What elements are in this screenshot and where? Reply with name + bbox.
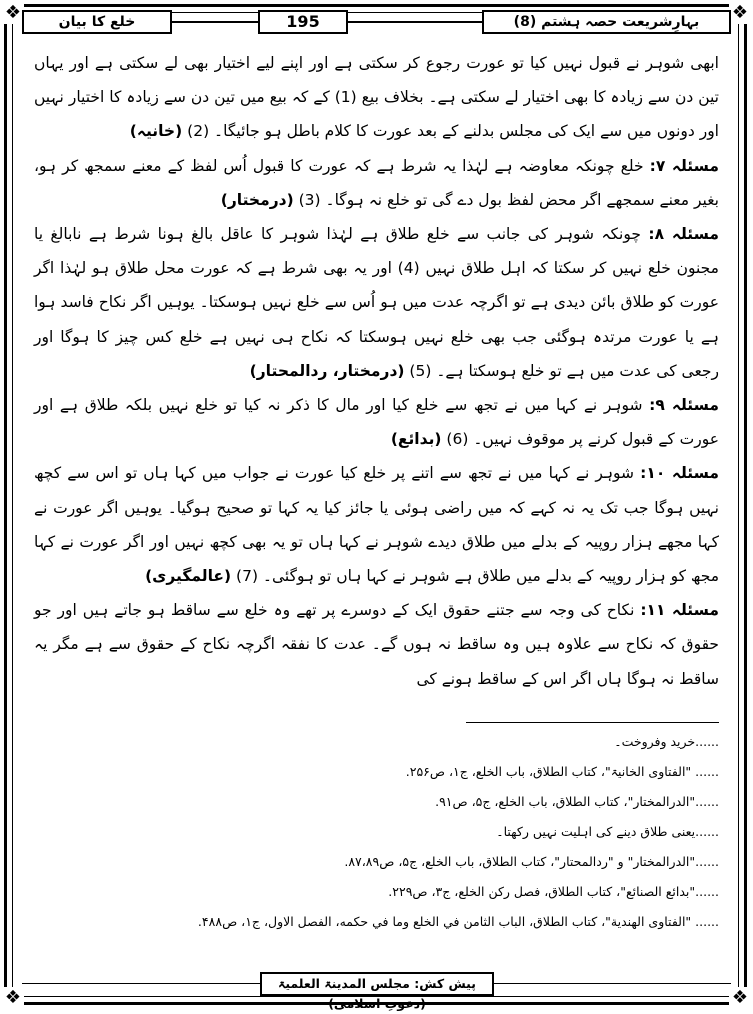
footnote-separator [466, 722, 719, 723]
masala-label: مسئلہ ۸: [648, 225, 719, 244]
paragraph: مسئلہ ۱۱: نکاح کی وجہ سے جتنے حقوق ایک کے دوسرے پر تھے وہ خلع سے ساقط ہو جاتے ہیں اور جو حقوق کہ نکاح سے علاوہ ہیں وہ ساقط نہ ہوں گے۔ عدت کا نفقہ اگرچہ نکاح کے حقوق سے ہے مگر یہ ساقط نہ ہوگا ہاں اگر اس کے ساقط ہونے کی [34, 601, 719, 688]
paragraph: مسئلہ ۷: خلع چونکہ معاوضہ ہے لہٰذا یہ شرط ہے کہ عورت کا قبول اُس لفظ کے معنے سمجھ کر ہو، بغیر معنے سمجھے اگر محض لفظ بول دے گی تو خلع نہ ہوگا۔ (3) (درمختار) [34, 156, 719, 209]
corner-ornament-icon: ❖ [2, 987, 24, 1009]
footnote: ......خرید وفروخت۔ [614, 734, 719, 749]
footnote: ......"الدرالمختار"، کتاب الطلاق، باب الخلع، ج۵، ص۹۱. [435, 794, 719, 809]
corner-ornament-icon: ❖ [729, 987, 751, 1009]
header-divider [348, 21, 482, 23]
masala-label: مسئلہ ۱۰: [640, 464, 719, 483]
page-header [22, 10, 731, 36]
footnote: ......"الدرالمختار" و "ردالمحتار"، کتاب الطلاق، باب الخلع، ج۵، ص۸۷،۸۹. [344, 854, 719, 869]
main-text [34, 46, 719, 696]
corner-ornament-icon: ❖ [729, 2, 751, 24]
header-divider [172, 21, 258, 23]
paragraph: مسئلہ ۸: چونکہ شوہر کی جانب سے خلع طلاق ہے لہٰذا شوہر کا عاقل بالغ ہونا شرط ہے نابالغ یا مجنون خلع نہیں کر سکتا کہ اہل طلاق نہیں (4) اور یہ بھی شرط ہے کہ عورت محل طلاق ہو لہٰذا اگر عورت کو طلاق بائن دیدی ہے تو اگرچہ عدت میں ہو اُس سے خلع نہیں ہوسکتا۔ یوہیں اگر نکاح فاسد ہوا ہے یا عورت مرتدہ ہوگئی جب بھی خلع نہیں ہوسکتا کہ نکاح ہی نہیں ہے خلع کس چیز کا ہوگا اور رجعی کی عدت میں ہے تو خلع ہوسکتا ہے۔ (5) (درمختار، ردالمحتار) [34, 225, 719, 380]
footnote: ......"بدائع الصنائع"، کتاب الطلاق، فصل رکن الخلع، ج۳، ص۲۲۹. [388, 884, 719, 899]
corner-ornament-icon: ❖ [2, 2, 24, 24]
page-number: 195 [258, 10, 348, 34]
paragraph: ابھی شوہر نے قبول نہیں کیا تو عورت رجوع کر سکتی ہے اور اپنے لیے اختیار بھی لے سکتی ہے اور یہاں تین دن سے زیادہ کا بھی اختیار لے سکتی ہے۔ بخلاف بیع (1) کے کہ بیع میں تین دن سے زیادہ کا اختیار نہیں اور دونوں میں سے ایک کی مجلس بدلنے کے بعد عورت کا کلام باطل ہو جائیگا۔ (2) (خانیہ) [34, 54, 720, 141]
footnotes [34, 727, 719, 937]
masala-label: مسئلہ ۱۱: [640, 601, 719, 620]
footnote: ...... "الفتاوی الخانیۃ"، کتاب الطلاق، باب الخلع، ج۱، ص۲۵۶. [405, 764, 719, 779]
paragraph: مسئلہ ۱۰: شوہر نے کہا میں نے تجھ سے اتنے پر خلع کیا عورت نے جواب میں کہا ہاں تو اس سے کچھ نہیں ہوگا جب تک یہ نہ کہے کہ میں راضی ہوئی یا جائز کیا یہ کہا تو صحیح ہوگیا۔ یوہیں اگر عورت نے کہا مجھے ہزار روپیہ کے بدلے میں طلاق دیدے شوہر نے کہا ہاں تو یہ بھی کچھ نہیں اور اگر عورت نے کہا مجھ کو ہزار روپیہ کے بدلے میں طلاق ہے شوہر نے کہا ہاں تو ہوگئی۔ (7) (عالمگیری) [34, 464, 719, 586]
footnote: ......یعنی طلاق دینے کی اہلیت نہیں رکھتا۔ [496, 824, 719, 839]
book-title: بہارِشریعت حصہ ہشتم (8) [482, 10, 731, 34]
publisher-footer: پیش کش: مجلس المدینۃ العلمیۃ (دعوتِ اسلامی) [260, 972, 494, 996]
footnote: ...... "الفتاوی الهندیة"، کتاب الطلاق، الباب الثامن في الخلع وما في حکمه، الفصل الاول، ج۱، ص۴۸۸. [197, 914, 719, 929]
masala-label: مسئلہ ۷: [649, 156, 719, 175]
paragraph: مسئلہ ۹: شوہر نے کہا میں نے تجھ سے خلع کیا اور مال کا ذکر نہ کیا تو خلع نہیں بلکہ طلاق ہے اور عورت کے قبول کرنے پر موقوف نہیں۔ (6) (بدائع) [34, 396, 719, 449]
masala-label: مسئلہ ۹: [649, 396, 719, 415]
chapter-title: خلع کا بیان [22, 10, 172, 34]
